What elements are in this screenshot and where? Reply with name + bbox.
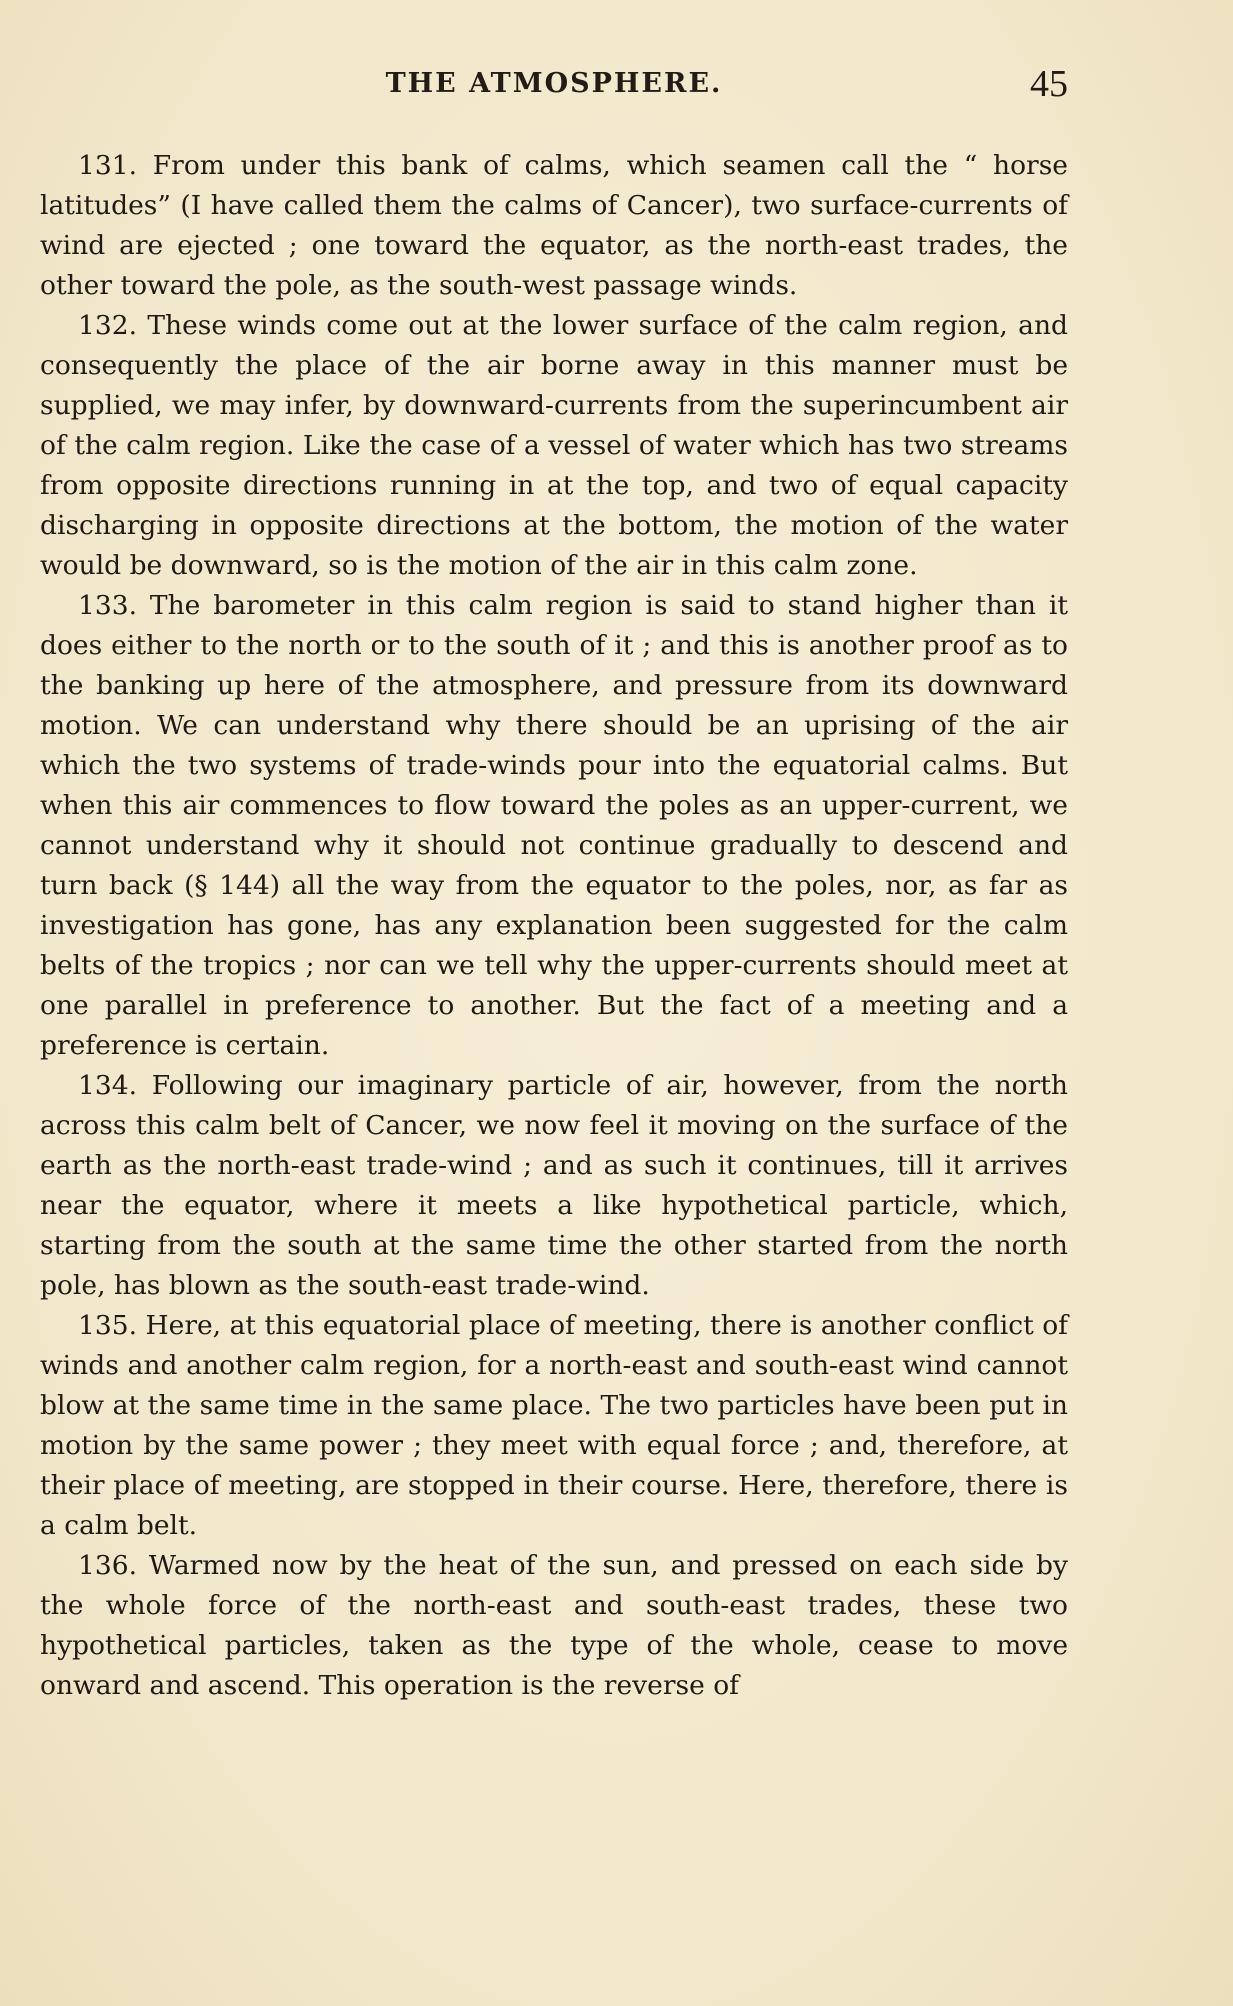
paragraph-number: 133. (78, 590, 138, 621)
paragraph-number: 135. (78, 1310, 138, 1341)
paragraph-132 (40, 306, 1068, 586)
paragraph-number: 132. (78, 310, 138, 341)
paragraph-text: These winds come out at the lower surface of the calm region, and consequently the place of the air borne away in this manner must be supplied, we may infer, by downward-currents from the superincumbent air of the calm region. Like the case of a vessel of water which has two streams from opposite directions running in at the top, and two of equal capacity discharging in opposite directions at the bottom, the motion of the water would be downward, so is the motion of the air in this calm zone. (40, 310, 1068, 581)
paragraph-text: Here, at this equatorial place of meeting, there is another conflict of winds and another calm region, for a north-east and south-east wind cannot blow at the same time in the same place. The two particles have been put in motion by the same power ; they meet with equal force ; and, therefore, at their place of meeting, are stopped in their course. Here, therefore, there is a calm belt. (40, 1310, 1068, 1541)
page-number: 45 (1030, 63, 1068, 105)
paragraph-133 (40, 586, 1068, 1066)
page-header (40, 62, 1068, 112)
paragraph-number: 131. (78, 150, 138, 181)
paragraph-134 (40, 1066, 1068, 1306)
paragraph-136 (40, 1546, 1068, 1706)
paragraph-text: Warmed now by the heat of the sun, and pressed on each side by the whole force of the north-east and south-east trades, these two hypothetical particles, taken as the type of the whole, cease to move onward and ascend. This operation is the reverse of (40, 1550, 1068, 1701)
paragraph-135 (40, 1306, 1068, 1546)
paragraph-text: Following our imaginary particle of air, however, from the north across this calm belt of Cancer, we now feel it moving on the surface of the earth as the north-east trade-wind ; and as such it continues, till it arrives near the equator, where it meets a like hypothetical particle, which, starting from the south at the same time the other started from the north pole, has blown as the south-east trade-wind. (40, 1070, 1068, 1301)
paragraph-number: 134. (78, 1070, 138, 1101)
paragraph-number: 136. (78, 1550, 138, 1581)
running-head: THE ATMOSPHERE. (385, 68, 723, 99)
paragraph-text: From under this bank of calms, which seamen call the “ horse latitudes” (I have called them the calms of Cancer), two surface-currents of wind are ejected ; one toward the equator, as the north-east trades, the other toward the pole, as the south-west passage winds. (40, 150, 1068, 301)
body-text (40, 146, 1068, 1706)
paragraph-text: The barometer in this calm region is said to stand higher than it does either to the north or to the south of it ; and this is another proof as to the banking up here of the atmosphere, and pressure from its downward motion. We can understand why there should be an uprising of the air which the two systems of trade-winds pour into the equatorial calms. But when this air commences to flow toward the poles as an upper-current, we cannot understand why it should not continue gradually to descend and turn back (§ 144) all the way from the equator to the poles, nor, as far as investigation has gone, has any explanation been suggested for the calm belts of the tropics ; nor can we tell why the upper-currents should meet at one parallel in preference to another. But the fact of a meeting and a preference is certain. (40, 590, 1068, 1061)
paragraph-131 (40, 146, 1068, 306)
